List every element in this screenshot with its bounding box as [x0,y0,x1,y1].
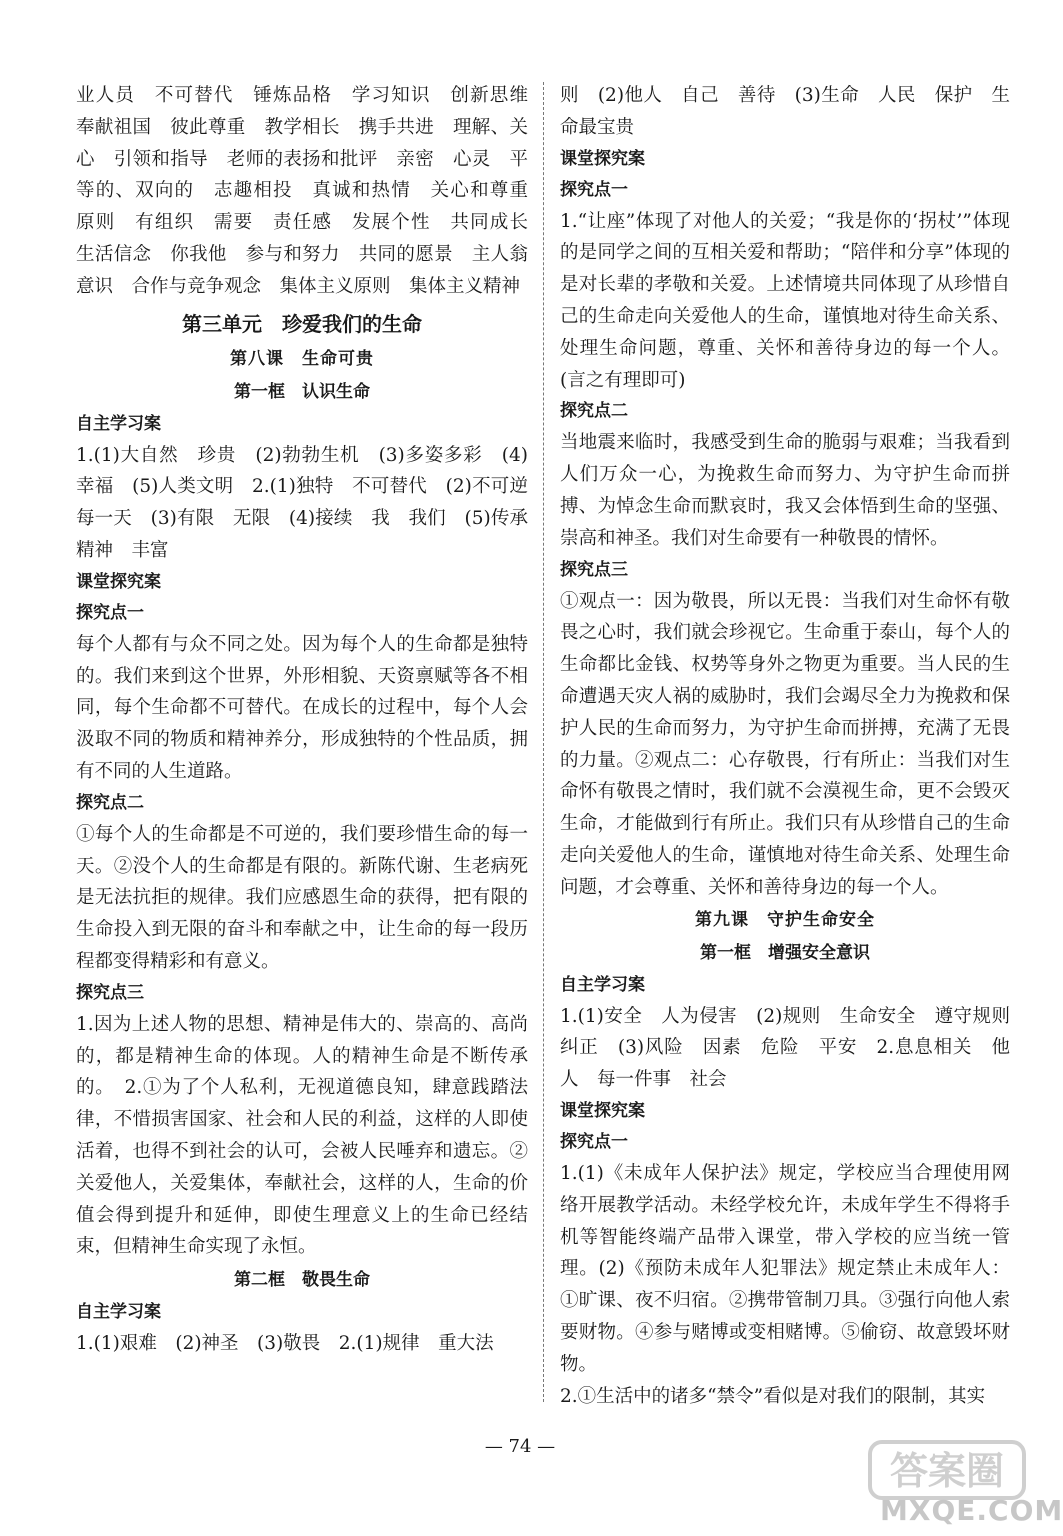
lesson-title: 第八课 生命可贵 [230,348,374,369]
paragraph: 每个人都有与众不同之处。因为每个人的生命都是独特的。我们来到这个世界，外形相貌、天资禀赋等各不相同，每个生命都不可替代。在成长的过程中，每个人会汲取不同的物质和精神养分，形成独特的个性品质，拥有不同的人生道路。 [76,633,528,782]
paragraph: 当地震来临时，我感受到生命的脆弱与艰难；当我看到人们万众一心，为挽救生命而努力、为守护生命而拼搏、为悼念生命而默哀时，我又会体悟到生命的坚强、崇高和神圣。我们对生命要有一种敬畏的情怀。 [560,432,1010,549]
frame-title: 第二框 敬畏生命 [234,1270,370,1291]
paragraph: 业人员 不可替代 锤炼品格 学习知识 创新思维 奉献祖国 彼此尊重 教学相长 携手共进 理解、关心 引领和指导 老师的表扬和批评 亲密 心灵 平等的、双向的 志趣相投 真诚和热情 关心和尊重 原则 有组织 需要 责任感 发展个性 共同成长 生活信念 你我他 参与和努力 共同的愿景 主人翁意识 合作与竞争观念 集体主义原则 集体主义精神 [76,85,547,297]
section-heading: 探究点三 [76,982,144,1003]
paragraph: 1.(1)艰难 (2)神圣 (3)敬畏 2.(1)规律 重大法 [76,1333,494,1355]
page-number: — 74 — [484,1436,556,1457]
column-divider [543,82,544,1402]
watermark-text: 答案圈 [889,1449,1005,1493]
paragraph: 1.(1)《未成年人保护法》规定，学校应当合理使用网络开展教学活动。未经学校允许，未成年学生不得将手机等智能终端产品带入课堂，带入学校的应当统一管理。(2)《预防未成年人犯罪法》规定禁止未成年人：①旷课、夜不归宿。②携带管制刀具。③强行向他人索要财物。④参与赌博或变相赌博。⑤偷窃、故意毁坏财物。 [560,1162,1010,1375]
section-heading: 课堂探究案 [560,1100,645,1121]
unit-title: 第三单元 珍爱我们的生命 [182,311,422,336]
paragraph: ①观点一：因为敬畏，所以无畏：当我们对生命怀有敬畏之心时，我们就会珍视它。生命重于泰山，每个人的生命都比金钱、权势等身外之物更为重要。当人民的生命遭遇天灾人祸的威胁时，我们会竭尽全力为挽救和保护人民的生命而努力，为守护生命而拼搏，充满了无畏的力量。②观点二：心存敬畏，行有所止：当我们对生命怀有敬畏之情时，我们就不会漠视生命，更不会毁灭生命，才能做到行有所止。我们只有从珍惜自己的生命走向关爱他人的生命，谨慎地对待生命关系、处理生命问题，才会尊重、关怀和善待身边的每一个人。 [560,590,1010,898]
frame-title: 第一框 认识生命 [234,381,370,402]
section-heading: 探究点二 [76,792,144,813]
section-heading: 探究点二 [560,401,628,422]
right-column [560,80,1029,1412]
paragraph: ①每个人的生命都是不可逆的，我们要珍惜生命的每一天。②没个人的生命都是有限的。新陈代谢、生老病死是无法抗拒的规律。我们应感恩生命的获得，把有限的生命投入到无限的奋斗和奉献之中，让生命的每一段历程都变得精彩和有意义。 [76,823,528,972]
left-column [76,80,547,1360]
section-heading: 探究点一 [76,602,144,623]
watermark-url: MXQE.COM [880,1494,1063,1527]
section-heading: 课堂探究案 [76,571,161,592]
paragraph: 1.因为上述人物的思想、精神是伟大的、崇高的、高尚的，都是精神生命的体现。人的精神生命是不断传承的。 2.①为了个人私利，无视道德良知，肆意践踏法律，不惜损害国家、社会和人民的利益，这样的人即使活着，也得不到社会的认可，会被人民唾弃和遗忘。②关爱他人，关爱集体，奉献社会，这样的人，生命的价值会得到提升和延伸，即使生理意义上的生命已经结束，但精神生命实现了永恒。 [76,1013,528,1258]
paragraph: 1.(1)安全 人为侵害 (2)规则 生命安全 遵守规则 纠正 (3)风险 因素 危险 平安 2.息息相关 他人 每一件事 社会 [560,1005,1029,1091]
section-heading: 自主学习案 [76,1302,161,1323]
paragraph: 则 (2)他人 自己 善待 (3)生命 人民 保护 生命最宝贵 [560,85,1010,138]
paragraph: 2.①生活中的诸多“禁令”看似是对我们的限制，其实 [560,1385,986,1407]
section-heading: 探究点一 [560,1131,628,1152]
frame-title: 第一框 增强安全意识 [700,942,870,963]
section-heading: 课堂探究案 [560,148,645,169]
section-heading: 自主学习案 [560,974,645,995]
section-heading: 探究点三 [560,559,628,580]
section-heading: 探究点一 [560,179,628,200]
paragraph: 1.(1)大自然 珍贵 (2)勃勃生机 (3)多姿多彩 (4)幸福 (5)人类文明 2.(1)独特 不可替代 (2)不可逆 每一天 (3)有限 无限 (4)接续 我 我们 (5)传承 精神 丰富 [76,444,547,561]
paragraph: 1.“让座”体现了对他人的关爱；“我是你的‘拐杖’”体现的是同学之间的互相关爱和帮助；“陪伴和分享”体现的是对长辈的孝敬和关爱。上述情境共同体现了从珍惜自己的生命走向关爱他人的生命，谨慎地对待生命关系、处理生命问题，尊重、关怀和善待身边的每一个人。(言之有理即可) [560,210,1010,391]
lesson-title: 第九课 守护生命安全 [695,909,875,930]
section-heading: 自主学习案 [76,413,161,434]
